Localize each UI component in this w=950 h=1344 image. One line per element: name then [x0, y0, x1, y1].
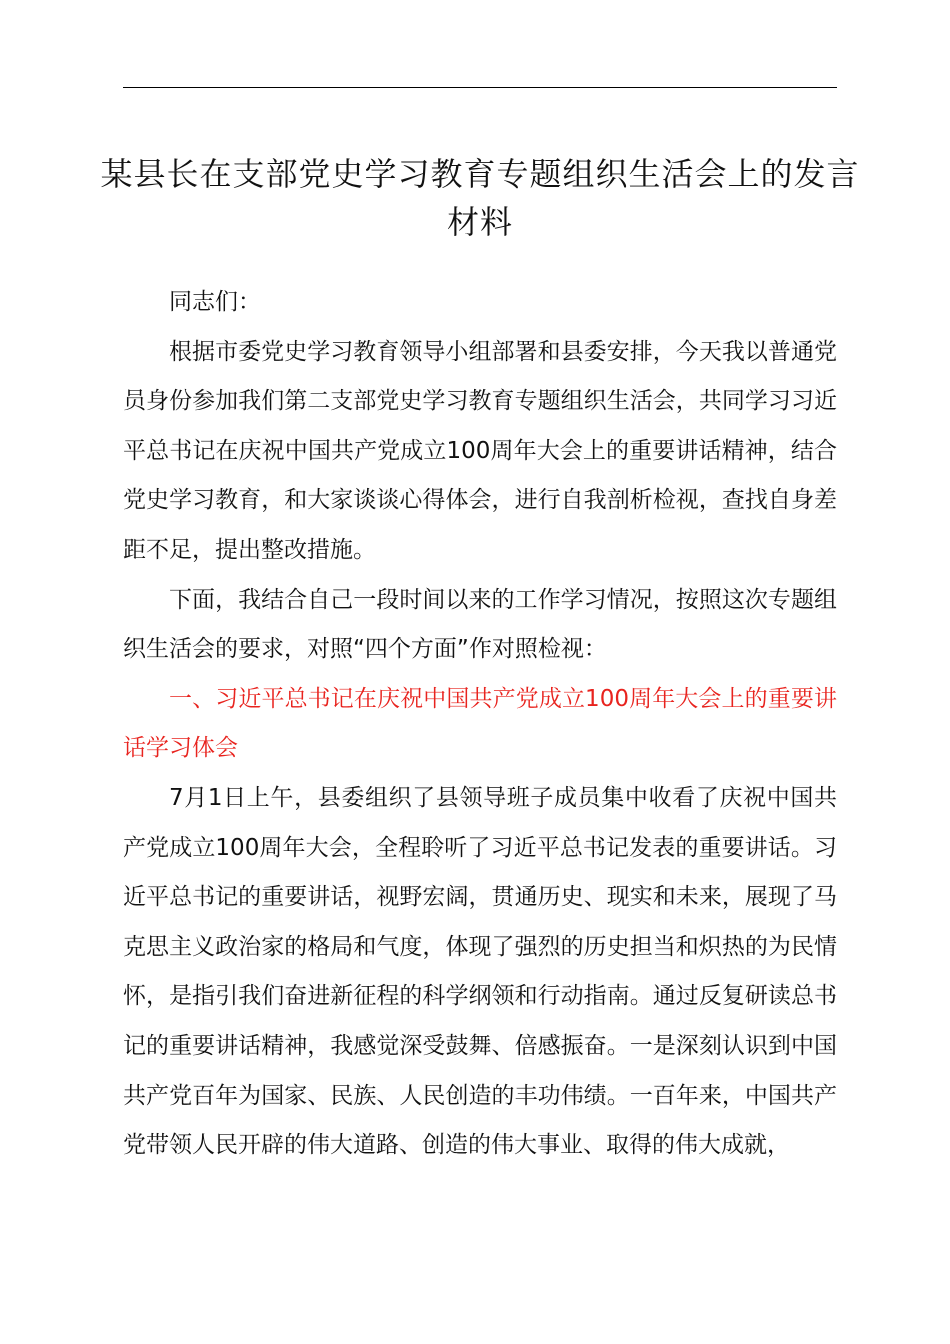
paragraph-intro: 根据市委党史学习教育领导小组部署和县委安排，今天我以普通党员身份参加我们第二支部党史学习教育专题组织生活会，共同学习习近平总书记在庆祝中国共产党成立100周年大会上的重要讲话精神，结合党史学习教育，和大家谈谈心得体会，进行自我剖析检视，查找自身差距不足，提出整改措施。: [123, 338, 837, 563]
section-paragraph: 7月1日上午，县委组织了县领导班子成员集中收看了庆祝中国共产党成立100周年大会，全程聆听了习近平总书记发表的重要讲话。习近平总书记的重要讲话，视野宏阔，贯通历史、现实和未来，展现了马克思主义政治家的格局和气度，体现了强烈的历史担当和炽热的为民情怀，是指引我们奋进新征程的科学纲领和行动指南。通过反复研读总书记的重要讲话精神，我感觉深受鼓舞、倍感振奋。一是深刻认识到中国共产党百年为国家、民族、人民创造的丰功伟绩。一百年来，中国共产党带领人民开辟的伟大道路、创造的伟大事业、取得的伟大成就，: [123, 784, 837, 1159]
header-rule: [123, 87, 837, 88]
paragraph-approach: 下面，我结合自己一段时间以来的工作学习情况，按照这次专题组织生活会的要求，对照“四个方面”作对照检视：: [123, 586, 837, 663]
section-heading: 一、习近平总书记在庆祝中国共产党成立100周年大会上的重要讲话学习体会: [123, 685, 837, 762]
salutation: 同志们：: [169, 289, 261, 315]
document-body: [123, 278, 837, 1171]
document-title: 某县长在支部党史学习教育专题组织生活会上的发言材料: [100, 155, 860, 241]
